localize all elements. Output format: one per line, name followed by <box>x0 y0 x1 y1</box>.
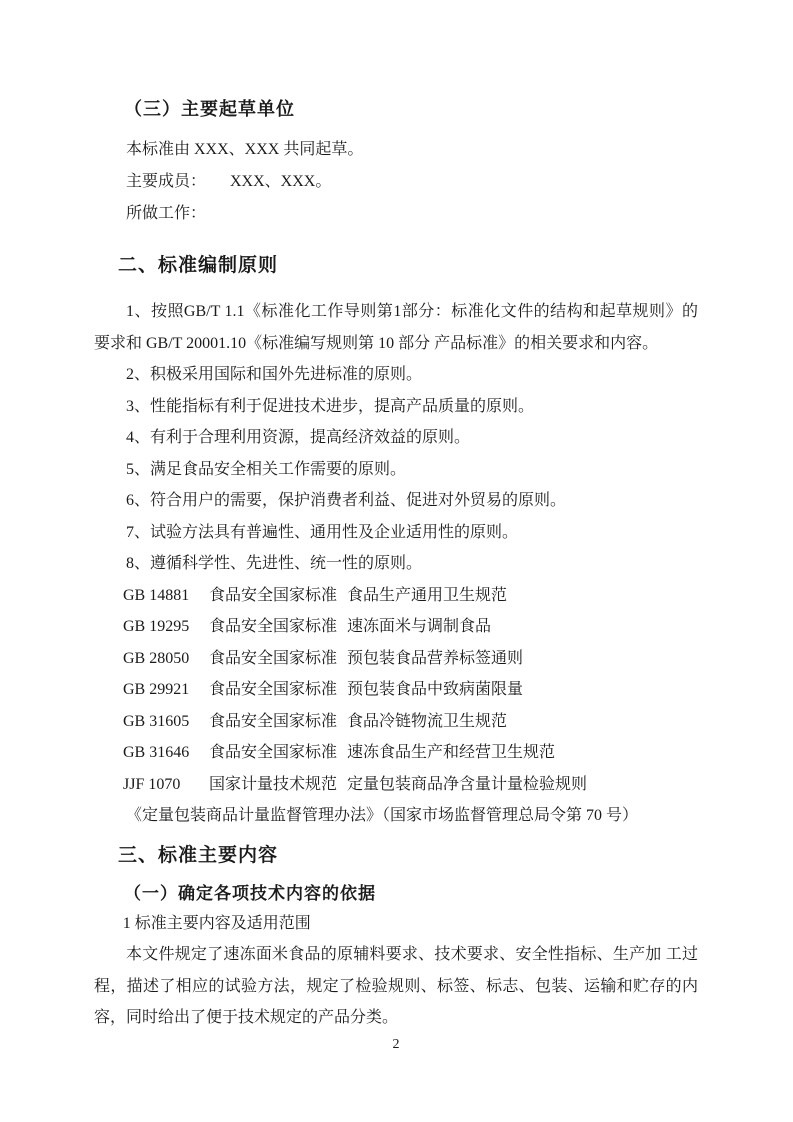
heading-subsection-main-drafting-units: （三）主要起草单位 <box>124 99 295 119</box>
paragraph-drafted-by: 本标准由 XXX、XXX 共同起草。 <box>126 141 364 158</box>
principle-item: 1、按照GB/T 1.1《标准化工作导则第1部分：标准化文件的结构和起草规则》的要求和 GB/T 20001.10《标准编写规则第 10 部分 产品标准》的相关要求和内容。 <box>94 303 698 352</box>
principle-item: 7、试验方法具有普遍性、通用性及企业适用性的原则。 <box>126 523 519 541</box>
page-number: 2 <box>392 1036 400 1052</box>
heading-section-main-content: 三、标准主要内容 <box>118 844 279 866</box>
standard-type: 国家计量技术规范 <box>209 775 338 793</box>
standard-row <box>94 737 698 769</box>
item-1-paragraph: 本文件规定了速冻面米食品的原辅料要求、技术要求、安全性指标、生产加 工过程，描述了相应的试验方法，规定了检验规则、标签、标志、包装、运输和贮存的内容，同时给出了便于技术规定的产品分类。 <box>94 946 698 1026</box>
heading-section-drafting-principles: 二、标准编制原则 <box>118 255 279 276</box>
standard-code: GB 29921 <box>123 681 190 698</box>
standard-type: 食品安全国家标准 <box>209 586 338 604</box>
principle-item: 4、有利于合理利用资源，提高经济效益的原则。 <box>126 429 471 446</box>
principle-item: 8、遵循科学性、先进性、统一性的原则。 <box>126 555 423 572</box>
principle-item: 2、积极采用国际和国外先进标准的原则。 <box>126 366 423 383</box>
standard-code: JJF 1070 <box>123 775 181 793</box>
standard-title: 食品冷链物流卫生规范 <box>347 712 508 730</box>
principle-item: 5、满足食品安全相关工作需要的原则。 <box>126 460 407 478</box>
standard-type: 食品安全国家标准 <box>209 681 338 698</box>
standards-list <box>94 580 698 801</box>
standard-title: 速冻食品生产和经营卫生规范 <box>347 744 556 761</box>
standard-type: 食品安全国家标准 <box>209 712 338 730</box>
standard-row <box>94 769 698 801</box>
standard-code: GB 19295 <box>123 618 190 635</box>
standard-row <box>94 580 698 612</box>
item-1-heading: 1 标准主要内容及适用范围 <box>122 914 311 932</box>
standard-row <box>94 611 698 643</box>
paragraph-work-done: 所做工作： <box>126 205 207 222</box>
standard-row <box>94 674 698 706</box>
standard-code: GB 28050 <box>123 649 190 667</box>
standard-title: 预包装食品营养标签通则 <box>347 649 524 667</box>
standard-code: GB 31646 <box>123 744 190 761</box>
standard-title: 食品生产通用卫生规范 <box>347 586 508 604</box>
principle-item: 3、性能指标有利于促进技术进步，提高产品质量的原则。 <box>126 397 535 415</box>
standard-code: GB 31605 <box>123 712 190 730</box>
standard-title: 速冻面米与调制食品 <box>347 618 492 635</box>
paragraph-regulation: 《定量包装商品计量监督管理办法》（国家市场监督管理总局令第 70 号） <box>126 807 639 824</box>
paragraph-main-members: 主要成员： XXX、XXX。 <box>126 173 332 190</box>
standard-type: 食品安全国家标准 <box>209 618 338 635</box>
standard-type: 食品安全国家标准 <box>209 649 338 667</box>
standard-title: 定量包装商品净含量计量检验规则 <box>347 775 588 793</box>
principle-item: 6、符合用户的需要，保护消费者利益、促进对外贸易的原则。 <box>126 492 567 509</box>
standard-code: GB 14881 <box>123 586 190 604</box>
heading-subsection-technical-basis: （一）确定各项技术内容的依据 <box>124 883 376 903</box>
standard-row <box>94 643 698 675</box>
page-footer <box>94 1036 698 1054</box>
principles-list <box>94 296 698 580</box>
standard-type: 食品安全国家标准 <box>209 744 338 761</box>
standard-title: 预包装食品中致病菌限量 <box>347 681 524 698</box>
standard-row <box>94 706 698 738</box>
